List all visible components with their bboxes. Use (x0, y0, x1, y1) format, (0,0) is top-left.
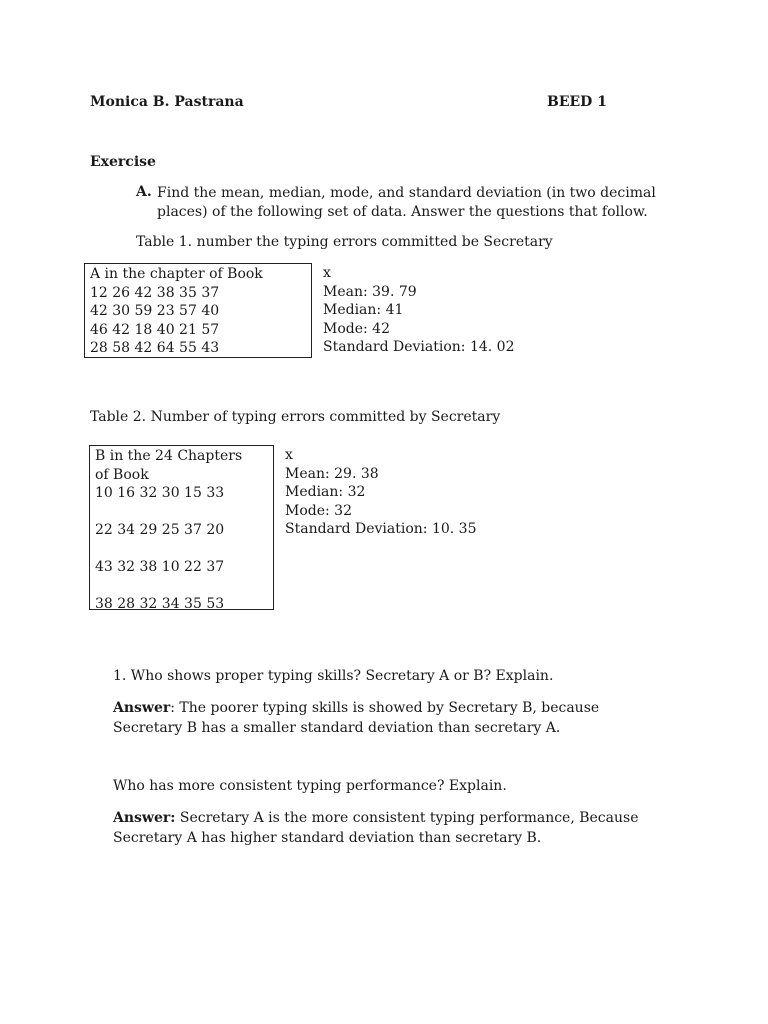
table1-data-box (84, 263, 312, 358)
table2-row: B in the 24 Chapters (95, 448, 243, 464)
answer-2 (113, 808, 638, 848)
stat-mean: Mean: 29. 38 (285, 465, 379, 482)
stat-mode: Mode: 32 (285, 502, 352, 519)
stat-median: Median: 41 (323, 302, 404, 318)
table1-caption: Table 1. number the typing errors committed be Secretary (136, 234, 553, 250)
table1-row: 42 30 59 23 57 40 (90, 303, 220, 319)
table2-row: 10 16 32 30 15 33 (95, 485, 225, 501)
answer-text: Secretary A is the more consistent typing performance, Because (175, 810, 639, 826)
student-name: Monica B. Pastrana (90, 94, 244, 110)
table2-row: 22 34 29 25 37 20 (95, 522, 225, 538)
exercise-title: Exercise (90, 154, 156, 170)
answer-1 (113, 698, 599, 738)
instruction-line: Find the mean, median, mode, and standard deviation (in two decimal (157, 185, 656, 201)
stat-std-dev: Standard Deviation: 14. 02 (323, 339, 515, 355)
table2-row (95, 540, 268, 559)
table2-row: 38 28 32 34 35 53 (95, 596, 225, 612)
table1-row: 46 42 18 40 21 57 (90, 321, 220, 338)
stat-median: Median: 32 (285, 484, 366, 500)
answer-label: Answer (113, 700, 171, 716)
table2-row (95, 503, 268, 522)
table2-data-box (89, 445, 274, 610)
table2-stats (285, 446, 476, 539)
question-2: Who has more consistent typing performance? Explain. (113, 778, 507, 794)
table2-row (95, 577, 268, 596)
table1-row: 28 58 42 64 55 43 (90, 340, 220, 356)
table2-caption: Table 2. Number of typing errors committed by Secretary (90, 409, 501, 425)
table1-row: A in the chapter of Book (90, 266, 263, 282)
stat-mode: Mode: 42 (323, 320, 390, 337)
stat-mean: Mean: 39. 79 (323, 283, 417, 300)
table2-row: 43 32 38 10 22 37 (95, 559, 225, 575)
course-label: BEED 1 (547, 94, 607, 110)
answer-label: Answer: (113, 810, 176, 826)
stat-x: x (323, 265, 331, 281)
instruction-line: places) of the following set of data. Answer the questions that follow. (157, 204, 648, 220)
table1-stats (323, 264, 514, 357)
answer-text: Secretary B has a smaller standard deviation than secretary A. (113, 720, 561, 736)
table2-row: of Book (95, 466, 149, 483)
stat-std-dev: Standard Deviation: 10. 35 (285, 521, 477, 537)
instructions (157, 184, 656, 222)
part-label: A. (136, 184, 152, 200)
answer-text: Secretary A has higher standard deviation than secretary B. (113, 830, 542, 846)
answer-text: : The poorer typing skills is showed by Secretary B, because (170, 700, 600, 716)
table1-row: 12 26 42 38 35 37 (90, 284, 220, 301)
stat-x: x (285, 447, 293, 463)
question-1: 1. Who shows proper typing skills? Secretary A or B? Explain. (113, 668, 554, 684)
